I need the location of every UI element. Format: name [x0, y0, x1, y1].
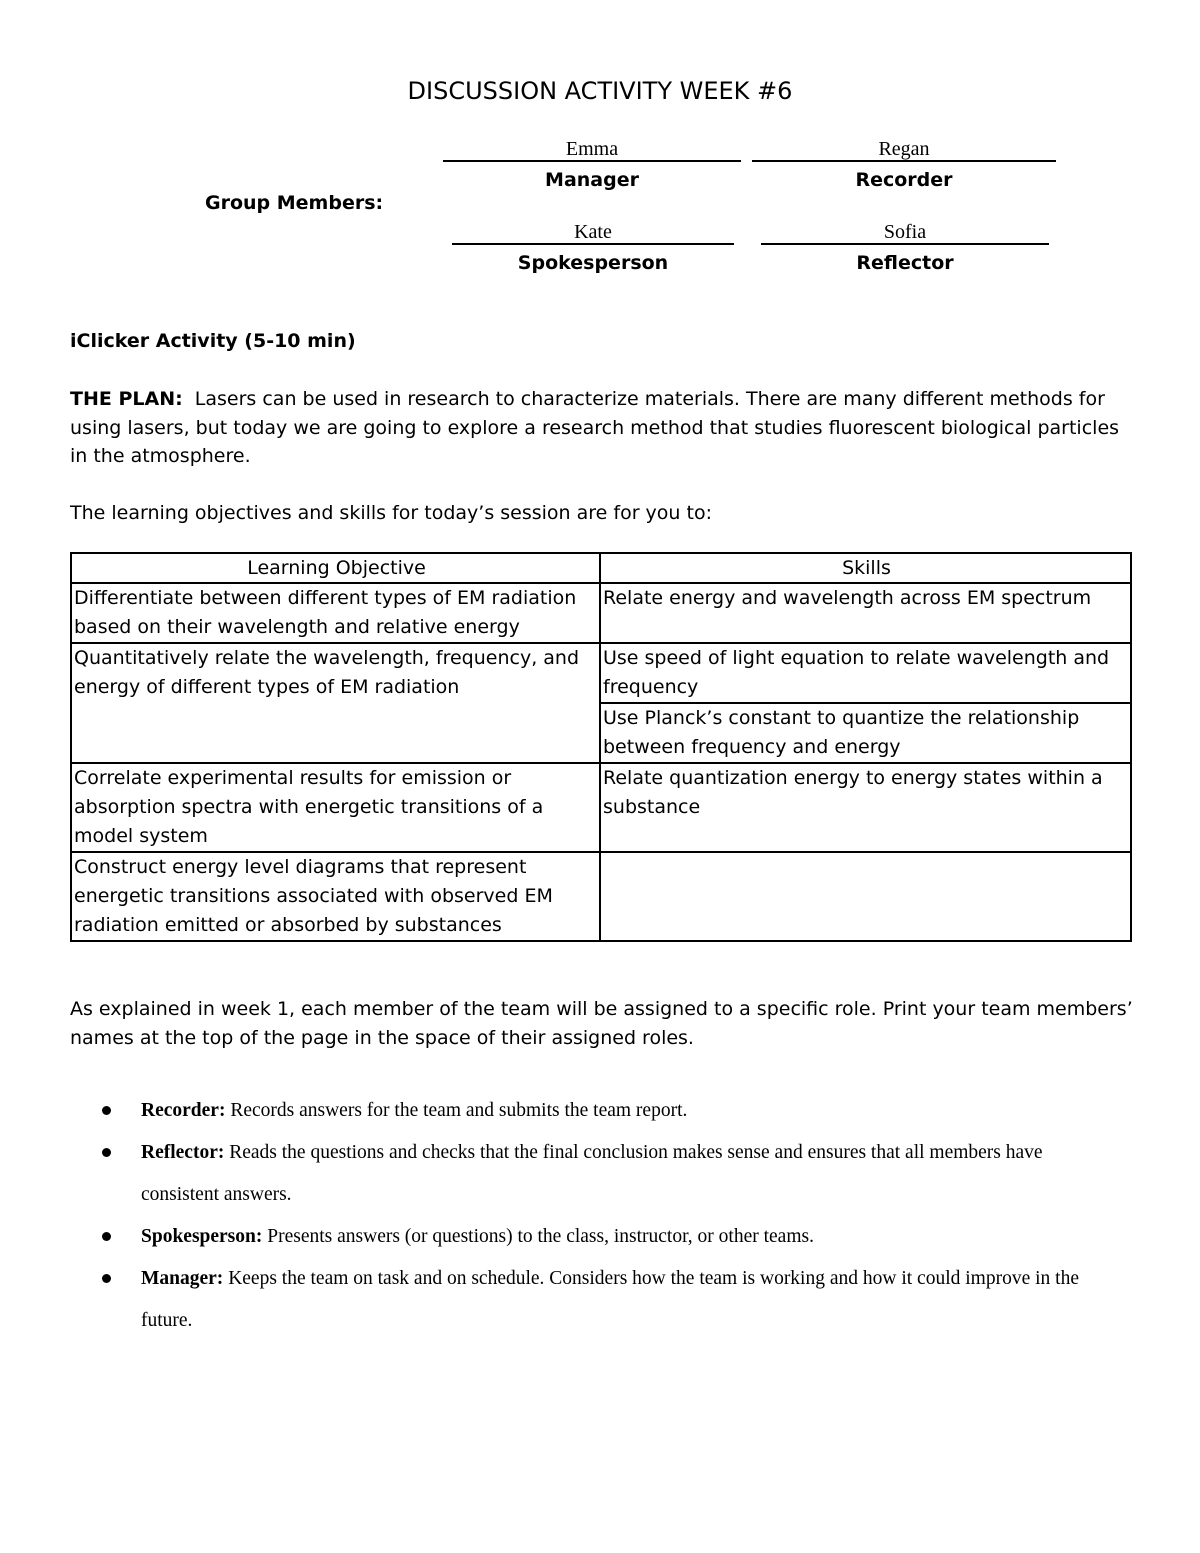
- table-row: [71, 763, 1131, 852]
- plan-text: Lasers can be used in research to characterize materials. There are many different methods for using lasers, but today we are going to explore a research method that studies fluorescent biological particles in the atmosphere.: [70, 388, 1120, 467]
- role-name: Spokesperson:: [141, 1226, 263, 1247]
- objectives-intro: The learning objectives and skills for today’s session are for you to:: [70, 502, 712, 524]
- activity-heading: iClicker Activity (5-10 min): [70, 330, 356, 352]
- page-title: DISCUSSION ACTIVITY WEEK #6: [407, 77, 793, 105]
- role-label: Recorder: [855, 169, 953, 191]
- table-row: [71, 643, 1131, 703]
- member-slot-manager: [443, 138, 741, 193]
- member-name-field[interactable]: Kate: [452, 221, 734, 245]
- list-item: [100, 1132, 1110, 1216]
- plan-paragraph: [70, 385, 1140, 471]
- role-name: Recorder:: [141, 1100, 226, 1121]
- objective-cell: Correlate experimental results for emission or absorption spectra with energetic transitions of a model system: [71, 763, 600, 852]
- roles-intro: As explained in week 1, each member of the team will be assigned to a specific role. Print your team members’ names at the top of the page in the space of their assigned roles.: [70, 998, 1133, 1049]
- role-label: Manager: [545, 169, 639, 191]
- role-label: Spokesperson: [517, 252, 669, 274]
- member-slot-reflector: [761, 221, 1049, 276]
- role-name: Manager:: [141, 1268, 224, 1289]
- column-header-skills: Skills: [600, 553, 1131, 583]
- role-name: Reflector:: [141, 1142, 225, 1163]
- roles-list: [100, 1090, 1110, 1342]
- role-label: Reflector: [856, 252, 954, 274]
- table-row: [71, 852, 1131, 941]
- skill-cell: Use speed of light equation to relate wavelength and frequency: [600, 643, 1131, 703]
- role-description: Presents answers (or questions) to the class, instructor, or other teams.: [267, 1226, 814, 1247]
- list-item: [100, 1258, 1110, 1342]
- member-name-field[interactable]: Emma: [443, 138, 741, 162]
- bullet-icon: [102, 1232, 111, 1241]
- member-name-field[interactable]: Sofia: [761, 221, 1049, 245]
- learning-objectives-table: [70, 552, 1132, 942]
- table-header-row: [71, 553, 1131, 583]
- role-description: Keeps the team on task and on schedule. Considers how the team is working and how it could improve in the future.: [141, 1268, 1079, 1331]
- table-row: [71, 583, 1131, 643]
- column-header-objective: Learning Objective: [71, 553, 600, 583]
- bullet-icon: [102, 1274, 111, 1283]
- skill-cell: Use Planck’s constant to quantize the relationship between frequency and energy: [600, 703, 1131, 763]
- member-slot-spokesperson: [452, 221, 734, 276]
- role-description: Records answers for the team and submits the team report.: [230, 1100, 688, 1121]
- objective-cell: Construct energy level diagrams that represent energetic transitions associated with observed EM radiation emitted or absorbed by substances: [71, 852, 600, 941]
- member-slot-recorder: [752, 138, 1056, 193]
- plan-label: THE PLAN:: [70, 388, 183, 410]
- list-item: [100, 1216, 1110, 1258]
- skill-cell: Relate quantization energy to energy states within a substance: [600, 763, 1131, 852]
- bullet-icon: [102, 1106, 111, 1115]
- group-members-label: Group Members:: [205, 192, 384, 214]
- objective-cell: Differentiate between different types of EM radiation based on their wavelength and relative energy: [71, 583, 600, 643]
- skill-cell-empty: [600, 852, 1131, 941]
- role-description: Reads the questions and checks that the final conclusion makes sense and ensures that all members have consistent answers.: [141, 1142, 1043, 1205]
- bullet-icon: [102, 1148, 111, 1157]
- skill-cell: Relate energy and wavelength across EM spectrum: [600, 583, 1131, 643]
- list-item: [100, 1090, 1110, 1132]
- member-name-field[interactable]: Regan: [752, 138, 1056, 162]
- objective-cell: Quantitatively relate the wavelength, frequency, and energy of different types of EM radiation: [71, 643, 600, 763]
